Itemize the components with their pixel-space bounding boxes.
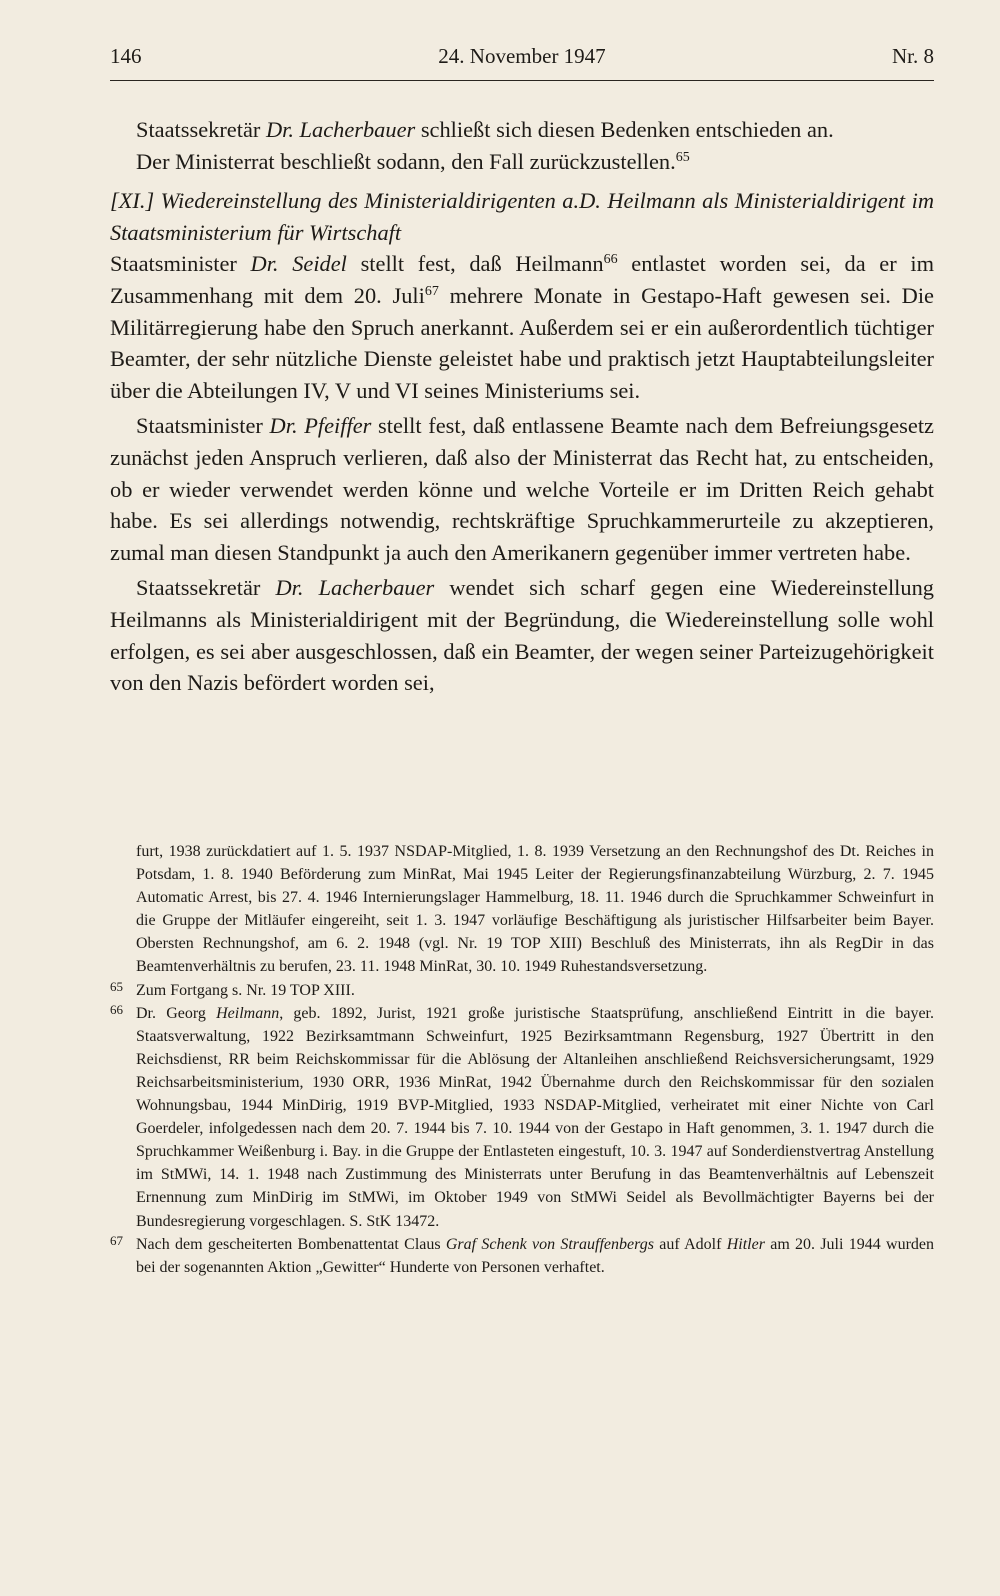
footnote-ref-65: 65: [675, 149, 690, 165]
footnote-text: Nach dem gescheiterten Bombenattentat Claus: [136, 1235, 446, 1253]
header-rule: [110, 80, 934, 81]
footnote-ref-67: 67: [424, 283, 439, 299]
text-segment: Staatsminister: [110, 251, 251, 277]
footnote-67: [110, 1233, 934, 1279]
paragraph-decision: [110, 146, 934, 178]
footnote-text: auf Adolf: [653, 1235, 727, 1253]
footnote-65: [110, 979, 934, 1002]
paragraph-lacherbauer-agrees: [110, 114, 934, 146]
speaker-name: Dr. Lacherbauer: [275, 575, 435, 601]
footnote-text: Zum Fortgang s. Nr. 19 TOP XIII.: [136, 981, 355, 999]
agenda-item-heading: [XI.] Wiedereinstellung des Ministerialdirigenten a.D. Heilmann als Ministerialdirigent im Staatsministerium für Wirtschaft: [110, 188, 934, 245]
text-segment: Der Ministerrat beschließt sodann, den Fall zurückzustellen.: [136, 148, 676, 174]
text-segment: stellt fest, daß entlassene Beamte nach dem Befreiungsgesetz zunächst jeden Anspruch verlieren, daß also der Ministerrat das Recht hat, zu entscheiden, ob er wieder verwendet werden könne und welche Vorteile er im Dritten Reich gehabt habe. Es sei allerdings notwendig, rechtskräftige Spruchkammerurteile zu akzeptieren, zumal man diesen Standpunkt ja auch den Amerikanern gegenüber immer vertreten habe.: [110, 413, 934, 565]
paragraph-pfeiffer: [110, 410, 934, 568]
header-date: 24. November 1947: [438, 44, 606, 68]
footnotes: [110, 840, 934, 1279]
person-name: Graf Schenk von Strauffenbergs: [445, 1235, 654, 1253]
footnote-text: am 20. Juli 1944 wurden bei der sogenannten Aktion „Gewitter“ Hunderte von Personen verhaftet.: [136, 1235, 935, 1276]
footnote-66: [110, 1002, 934, 1233]
text-segment: stellt fest, daß Heilmann: [346, 251, 604, 277]
person-name: Heilmann: [216, 1004, 280, 1022]
footnote-text: Dr. Georg: [136, 1004, 217, 1022]
text-segment: Staatssekretär: [136, 575, 276, 601]
page-number: 146: [110, 44, 142, 68]
footnote-continuation: furt, 1938 zurückdatiert auf 1. 5. 1937 NSDAP-Mitglied, 1. 8. 1939 Versetzung an den Rechnungshof des Dt. Reiches in Potsdam, 1. 8. 1940 Beförderung zum MinRat, Mai 1945 Leiter der Regierungsfinanzabteilung Würzburg, 2. 7. 1945 Automatic Arrest, bis 27. 4. 1946 Internierungslager Hammelburg, 18. 11. 1946 durch die Spruchkammer Schweinfurt in die Gruppe der Mitläufer eingereiht, seit 1. 3. 1947 vorläufige Beschäftigung als juristischer Hilfsarbeiter beim Bayer. Obersten Rechnungshof, am 6. 2. 1948 (vgl. Nr. 19 TOP XIII) Beschluß des Ministerrats, ihn als RegDir in das Beamtenverhältnis zu berufen, 23. 11. 1948 MinRat, 30. 10. 1949 Ruhestandsversetzung.: [136, 843, 934, 976]
footnote-ref-66: 66: [603, 252, 618, 268]
paragraph-seidel: [110, 248, 934, 406]
text-segment: Staatssekretär: [136, 117, 266, 142]
text-segment: mehrere Monate in Gestapo-Haft gewesen sei. Die Militärregierung habe den Spruch anerkannt. Außerdem sei er ein außerordentlich tüchtiger Beamter, der sehr nützliche Dienste geleistet habe und praktisch jetzt Hauptabteilungsleiter über die Abteilungen IV, V und VI seines Ministeriums sei.: [110, 282, 934, 403]
person-name: Hitler: [726, 1235, 765, 1253]
main-text: [110, 114, 934, 699]
text-segment: wendet sich scharf gegen eine Wiedereinstellung Heilmanns als Ministerialdirigent mit der Begründung, die Wiedereinstellung solle wohl erfolgen, es sei aber ausgeschlossen, daß ein Beamter, der wegen seiner Parteizugehörigkeit von den Nazis befördert worden sei,: [110, 575, 934, 696]
text-segment: entlastet worden sei, da er im Zusammenhang mit dem 20. Juli: [110, 251, 934, 308]
text-segment: Staatsminister: [136, 413, 270, 439]
text-segment: schließt sich diesen Bedenken entschieden an.: [415, 117, 834, 142]
running-head: [110, 44, 934, 76]
issue-number: Nr. 8: [892, 44, 934, 68]
speaker-name: Dr. Lacherbauer: [265, 117, 416, 142]
footnote-mark: 67: [110, 1232, 123, 1248]
speaker-name: Dr. Seidel: [250, 251, 347, 277]
footnote-mark: 66: [110, 1001, 123, 1017]
footnote-text: , geb. 1892, Jurist, 1921 große juristische Staatsprüfung, anschließend Eintritt in die bayer. Staatsverwaltung, 1922 Bezirksamtmann Schweinfurt, 1925 Bezirksamtmann Regensburg, 1927 Übertritt in den Reichsdienst, RR beim Reichskommissar für die Ablösung der Altanleihen anschließend Reichsversicherungsamt, 1929 Reichsarbeitsministerium, 1930 ORR, 1936 MinRat, 1942 Übernahme durch den Reichskommissar für den sozialen Wohnungsbau, 1944 MinDirig, 1919 BVP-Mitglied, 1933 NSDAP-Mitglied, verheiratet mit einer Nichte von Carl Goerdeler, infolgedessen nach dem 20. 7. 1944 bis 7. 10. 1944 von der Gestapo in Haft genommen, 3. 1. 1947 durch die Spruchkammer Weißenburg i. Bay. in die Gruppe der Entlasteten eingestuft, 10. 3. 1947 auf Sonderdienstvertrag Anstellung im StMWi, 14. 1. 1948 nach Zustimmung des Ministerrats unter Berufung in das Beamtenverhältnis auf Lebenszeit Ernennung zum MinDirig im StMWi, im Oktober 1949 von StMWi Seidel als Bevollmächtigter Bayerns bei der Bundesregierung vorgeschlagen. S. StK 13472.: [136, 1004, 934, 1230]
footnote-mark: 65: [110, 978, 123, 994]
paragraph-lacherbauer-objects: [110, 572, 934, 698]
speaker-name: Dr. Pfeiffer: [269, 413, 372, 439]
